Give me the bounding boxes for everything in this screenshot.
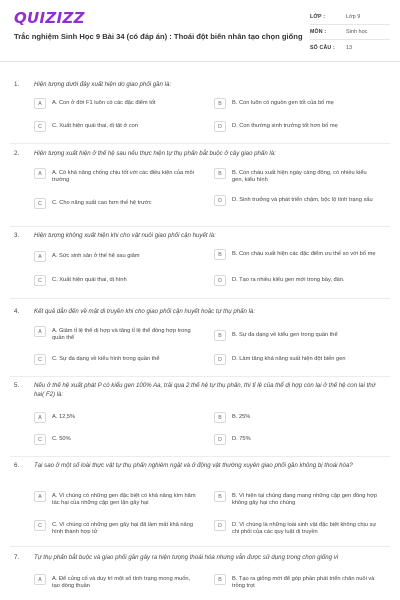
option-b[interactable] [214, 168, 379, 184]
question-text: Tại sao ở một số loài thực vật tự thụ phấn nghiêm ngặt và ở động vật thường xuyên giao phối gần không bị thoái hóa? [34, 462, 353, 469]
option-text: B. Con luôn có nguồn gen tốt của bố mẹ [232, 99, 334, 106]
option-b[interactable] [214, 330, 379, 341]
option-letter: C [34, 434, 46, 445]
option-letter: D [214, 354, 226, 365]
worksheet-title: Trắc nghiệm Sinh Học 9 Bài 34 (có đáp án) : Thoái đột biến nhân tạo chọn giống [14, 32, 303, 41]
option-text: D. Con thường sinh trưởng tốt hơn bố mẹ [232, 122, 338, 129]
option-a[interactable] [34, 491, 199, 507]
option-text: B. Sự đa dạng về kiểu gen trong quần thể [232, 331, 338, 338]
option-d[interactable] [214, 121, 379, 132]
worksheet-meta [310, 10, 390, 55]
option-d[interactable] [214, 195, 379, 206]
question-text: Hiện tượng xuất hiện ở thế hệ sau nếu thực hiện tự thụ phấn bắt buộc ở cây giao phấn là: [34, 150, 276, 157]
question-number: 4. [14, 308, 20, 315]
question-divider [10, 376, 390, 377]
option-text: D. 75% [232, 435, 251, 442]
option-c[interactable] [34, 520, 199, 536]
option-text: B. Tạo ra giống mới để góp phần phát triển chăn nuôi và trồng trọt [232, 575, 375, 589]
option-letter: A [34, 251, 46, 262]
option-letter: C [34, 520, 46, 531]
question-divider [10, 456, 390, 457]
question-1 [0, 81, 400, 151]
option-letter: A [34, 98, 46, 109]
question-text: Nếu ở thế hệ xuất phát P có kiểu gen 100% Aa, trải qua 2 thế hệ tự thụ phấn, thì tỉ lệ của thể dị hợp còn lại ở thế hệ con lai thứ hai( F2) là: [34, 382, 376, 398]
option-text: A. Để củng cố và duy trì một số tính trạng mong muốn, tạo dòng thuần [52, 575, 191, 589]
option-letter: D [214, 121, 226, 132]
option-a[interactable] [34, 326, 199, 342]
question-divider [10, 298, 390, 299]
question-number: 2. [14, 150, 20, 157]
option-letter: A [34, 412, 46, 423]
option-b[interactable] [214, 98, 379, 109]
option-a[interactable] [34, 98, 199, 109]
option-text: A. Giảm tỉ lệ thể dị hợp và tăng tỉ lệ thể đồng hợp trong quần thể [52, 327, 191, 341]
question-5 [0, 382, 400, 460]
option-b[interactable] [214, 491, 379, 507]
option-a[interactable] [34, 574, 199, 590]
option-text: D. Sinh trưởng và phát triển chậm, bộc lộ tính trạng xấu [232, 196, 373, 203]
option-text: B. Con cháu xuất hiện ngày càng đông, có nhiều kiểu gen, kiểu hình [232, 169, 367, 183]
option-text: C. Sự đa dạng về kiểu hình trong quần thể [52, 355, 160, 362]
option-letter: D [214, 520, 226, 531]
option-d[interactable] [214, 275, 379, 286]
option-a[interactable] [34, 251, 199, 262]
option-letter: C [34, 275, 46, 286]
question-6 [0, 462, 400, 552]
meta-value: Lớp 9 [346, 14, 361, 20]
question-divider [10, 143, 390, 144]
option-letter: D [214, 195, 226, 206]
meta-label: LỚP : [310, 14, 326, 20]
option-text: D. Tạo ra nhiều kiểu gen mới trong bầy, đàn. [232, 276, 345, 283]
option-b[interactable] [214, 412, 379, 423]
meta-value: Sinh học [346, 29, 368, 35]
question-text: Kết quả dẫn đến về mặt di truyền khi cho giao phối cận huyết hoặc tự thụ phấn là: [34, 308, 256, 315]
quizizz-logo: QUIZIZZ [14, 9, 85, 27]
option-d[interactable] [214, 520, 379, 536]
option-text: B. Con cháu xuất hiện các đặc điểm ưu thế so với bố mẹ [232, 250, 376, 257]
option-letter: B [214, 98, 226, 109]
option-letter: B [214, 491, 226, 502]
option-letter: B [214, 412, 226, 423]
question-text: Hiện tượng dưới đây xuất hiện do giao phối gần là: [34, 81, 172, 88]
option-c[interactable] [34, 121, 199, 132]
option-letter: B [214, 574, 226, 585]
question-7 [0, 554, 400, 600]
option-d[interactable] [214, 434, 379, 445]
question-number: 5. [14, 382, 20, 389]
meta-row-count [310, 40, 390, 55]
question-2 [0, 150, 400, 230]
meta-row-subject [310, 25, 390, 40]
question-divider [10, 226, 390, 227]
option-b[interactable] [214, 249, 379, 260]
option-text: A. Con ở đời F1 luôn có các đặc điểm tốt [52, 99, 156, 106]
option-letter: B [214, 249, 226, 260]
option-text: A. 12,5% [52, 413, 76, 420]
option-text: B. 25% [232, 413, 251, 420]
option-text: C. Cho năng suất cao hơn thế hệ trước [52, 199, 152, 206]
question-number: 1. [14, 81, 20, 88]
question-3 [0, 232, 400, 304]
option-a[interactable] [34, 412, 199, 423]
option-letter: B [214, 330, 226, 341]
option-text: C. 50% [52, 435, 71, 442]
option-c[interactable] [34, 198, 199, 209]
question-number: 6. [14, 462, 20, 469]
option-b[interactable] [214, 574, 379, 590]
option-letter: C [34, 354, 46, 365]
option-d[interactable] [214, 354, 379, 365]
option-letter: A [34, 168, 46, 179]
question-4 [0, 308, 400, 382]
option-a[interactable] [34, 168, 199, 184]
option-letter: C [34, 121, 46, 132]
meta-label: SỐ CÂU : [310, 44, 335, 51]
option-letter: B [214, 168, 226, 179]
meta-label: MÔN : [310, 29, 327, 35]
option-letter: D [214, 275, 226, 286]
option-text: C. Vì chúng có những gen gây hại đã làm mất khả năng hình thành hợp tử [52, 521, 194, 535]
option-letter: A [34, 491, 46, 502]
option-c[interactable] [34, 275, 199, 286]
question-number: 7. [14, 554, 20, 561]
question-text: Hiện tượng không xuất hiện khi cho vật nuôi giao phối cận huyết là: [34, 232, 216, 239]
option-text: C. Xuất hiện quái thai, dị hình [52, 276, 127, 283]
option-text: D. Vì chúng là những loài sinh vật đặc biệt không chịu sự chi phối của các quy luật di truyền [232, 521, 377, 535]
option-letter: A [34, 574, 46, 585]
meta-row-class [310, 10, 390, 25]
option-text: A. Vì chúng có những gen đặc biệt có khả năng kìm hãm tác hại của những cặp gen lặn gây hại [52, 492, 196, 506]
option-text: A. Sức sinh sản ở thế hệ sau giảm [52, 252, 140, 259]
option-letter: D [214, 434, 226, 445]
option-text: D. Làm tăng khả năng xuất hiện đột biến gen [232, 355, 346, 362]
option-c[interactable] [34, 354, 199, 365]
question-number: 3. [14, 232, 20, 239]
option-letter: C [34, 198, 46, 209]
worksheet-header [0, 0, 400, 62]
option-letter: A [34, 326, 46, 337]
question-divider [10, 546, 390, 547]
question-text: Tự thụ phấn bắt buộc và giao phối gần gây ra hiện tượng thoái hóa nhưng vẫn được sử dụng trong chọn giống vì [34, 554, 339, 561]
option-text: C. Xuất hiện quái thai, dị tật ở con [52, 122, 138, 129]
meta-value: 13 [346, 44, 353, 51]
option-text: A. Có khả năng chống chịu tốt với các điều kiện của môi trường [52, 169, 194, 183]
option-text: B. Vì hiện tại chúng đang mang những cặp gen đồng hợp không gây hại cho chúng [232, 492, 378, 506]
option-c[interactable] [34, 434, 199, 445]
